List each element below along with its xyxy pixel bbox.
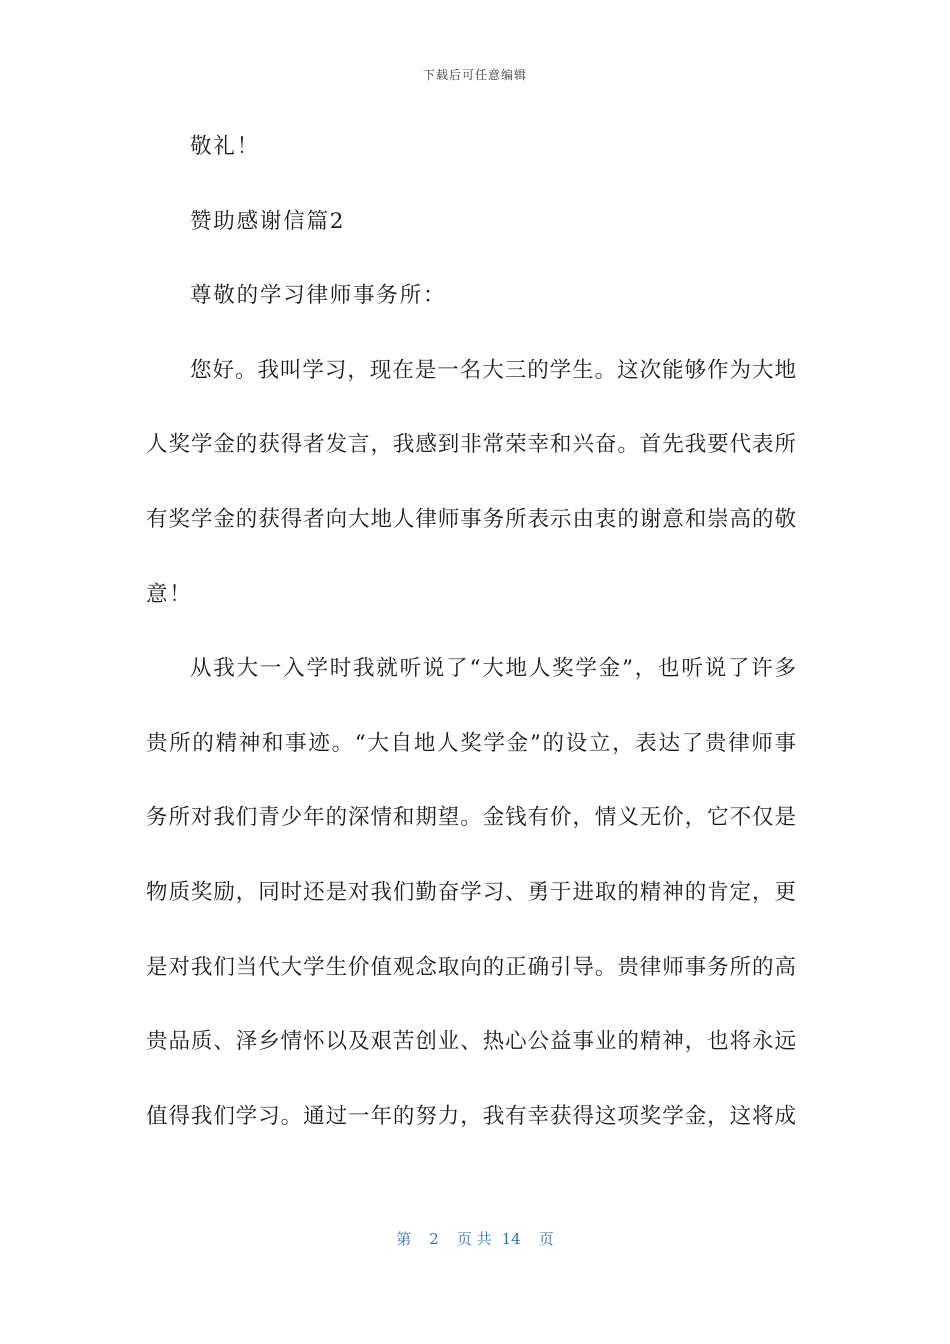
paragraph-line: 有奖学金的获得者向大地人律师事务所表示由衷的谢意和崇高的敬 [146, 506, 796, 532]
paragraph-line: 从我大一入学时我就听说了“大地人奖学金”，也听说了许多 [190, 656, 796, 682]
paragraph-line: 务所对我们青少年的深情和期望。金钱有价，情义无价，它不仅是 [146, 805, 796, 831]
paragraph-line: 值得我们学习。通过一年的努力，我有幸获得这项奖学金，这将成 [146, 1103, 796, 1129]
current-page-number: 2 [429, 1230, 439, 1248]
paragraph-line: 贵所的精神和事迹。“大自地人奖学金”的设立，表达了贵律师事 [146, 730, 796, 756]
document-body [146, 125, 796, 1169]
footer-middle: 页 共 [456, 1230, 492, 1248]
footer-suffix: 页 [538, 1230, 554, 1248]
letter-title: 赞助感谢信篇2 [190, 208, 346, 234]
page-number-footer [0, 1228, 950, 1249]
page-header-note: 下载后可任意编辑 [422, 68, 527, 82]
total-pages-number: 14 [501, 1230, 521, 1248]
paragraph-line: 是对我们当代大学生价值观念取向的正确引导。贵律师事务所的高 [146, 954, 796, 980]
paragraph-line: 意！ [146, 581, 193, 607]
paragraph-line: 人奖学金的获得者发言，我感到非常荣幸和兴奋。首先我要代表所 [146, 432, 796, 458]
paragraph-line: 贵品质、泽乡情怀以及艰苦创业、热心公益事业的精神，也将永远 [146, 1029, 796, 1055]
paragraph-line: 物质奖励，同时还是对我们勤奋学习、勇于进取的精神的肯定，更 [146, 879, 796, 905]
footer-prefix: 第 [396, 1230, 412, 1248]
letter-greeting: 尊敬的学习律师事务所： [190, 283, 447, 309]
closing-salutation: 敬礼！ [190, 134, 260, 159]
paragraph-line: 您好。我叫学习，现在是一名大三的学生。这次能够作为大地 [190, 357, 796, 383]
